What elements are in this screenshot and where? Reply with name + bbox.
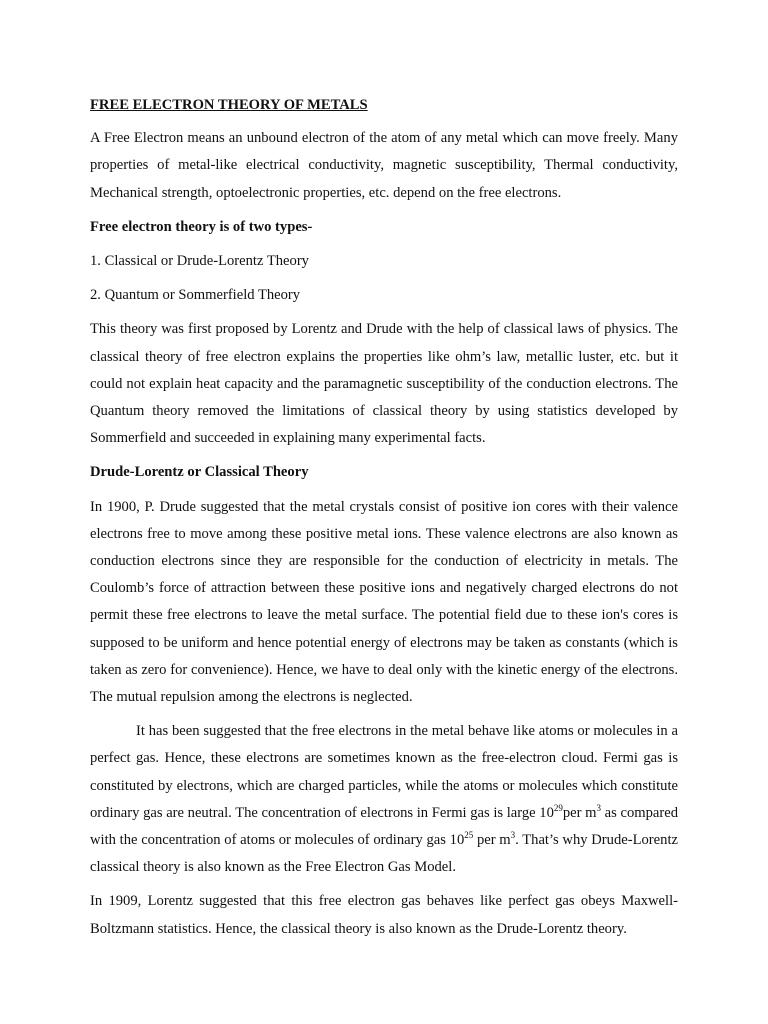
lorentz-paragraph: In 1909, Lorentz suggested that this free electron gas behaves like perfect gas obeys Maxwell-Boltzmann statistics. Hence, the classical theory is also known as the Drude-Lorentz theory. [90,893,678,937]
document-title: FREE ELECTRON THEORY OF METALS [90,97,368,113]
types-heading: Free electron theory is of two types- [90,218,313,235]
theory-paragraph: This theory was first proposed by Lorentz and Drude with the help of classical laws of physics. The classical theory of free electron explains the properties like ohm’s law, metallic luster, etc. but it could not explain heat capacity and the paramagnetic susceptibility of the conduction electrons. The Quantum theory removed the limitations of classical theory by using statistics developed by Sommerfield and succeeded in explaining many experimental facts. [90,321,678,447]
gas-exponent-3: 25 [464,830,474,841]
free-electron-gas-paragraph [90,718,678,881]
gas-exponent-1: 29 [553,803,563,814]
gas-text-part3: as compared with the concentration of atoms or molecules of ordinary gas 10 [90,804,679,849]
gas-text-part2: per m [562,804,597,821]
gas-exponent-4: 3 [510,830,516,841]
intro-paragraph: A Free Electron means an unbound electron of the atom of any metal which can move freely. Many properties of metal-like electrical conductivity, magnetic susceptibility, Thermal conductivity, Mechanical strength, optoelectronic properties, etc. depend on the free electrons. [90,130,678,201]
gas-exponent-2: 3 [596,803,602,814]
gas-text-part1: It has been suggested that the free electrons in the metal behave like atoms or molecules in a perfect gas. Hence, these electrons are sometimes known as the free-electron cloud. Fermi gas is constituted by electrons, which are charged particles, while the atoms or molecules which constitute ordinary gas are neutral. The concentration of electrons in Fermi gas is large 10 [90,723,678,821]
type-item-classical: 1. Classical or Drude-Lorentz Theory [90,253,309,270]
classical-theory-heading: Drude-Lorentz or Classical Theory [90,464,309,481]
type-item-quantum: 2. Quantum or Sommerfield Theory [90,287,301,304]
document-page [90,92,678,950]
gas-text-part4: per m [473,832,511,849]
gas-text-part5: . That’s why Drude-Lorentz classical theory is also known as the Free Electron Gas Model. [90,832,678,876]
drude-paragraph: In 1900, P. Drude suggested that the metal crystals consist of positive ion cores with their valence electrons free to move among these positive metal ions. These valence electrons are also known as conduction electrons since they are responsible for the conduction of electricity in metals. The Coulomb’s force of attraction between these positive ions and negatively charged electrons do not permit these free electrons to leave the metal surface. The potential field due to these ion's cores is supposed to be uniform and hence potential energy of electrons may be taken as constants (which is taken as zero for convenience). Hence, we have to deal only with the kinetic energy of the electrons. The mutual repulsion among the electrons is neglected. [90,498,678,706]
